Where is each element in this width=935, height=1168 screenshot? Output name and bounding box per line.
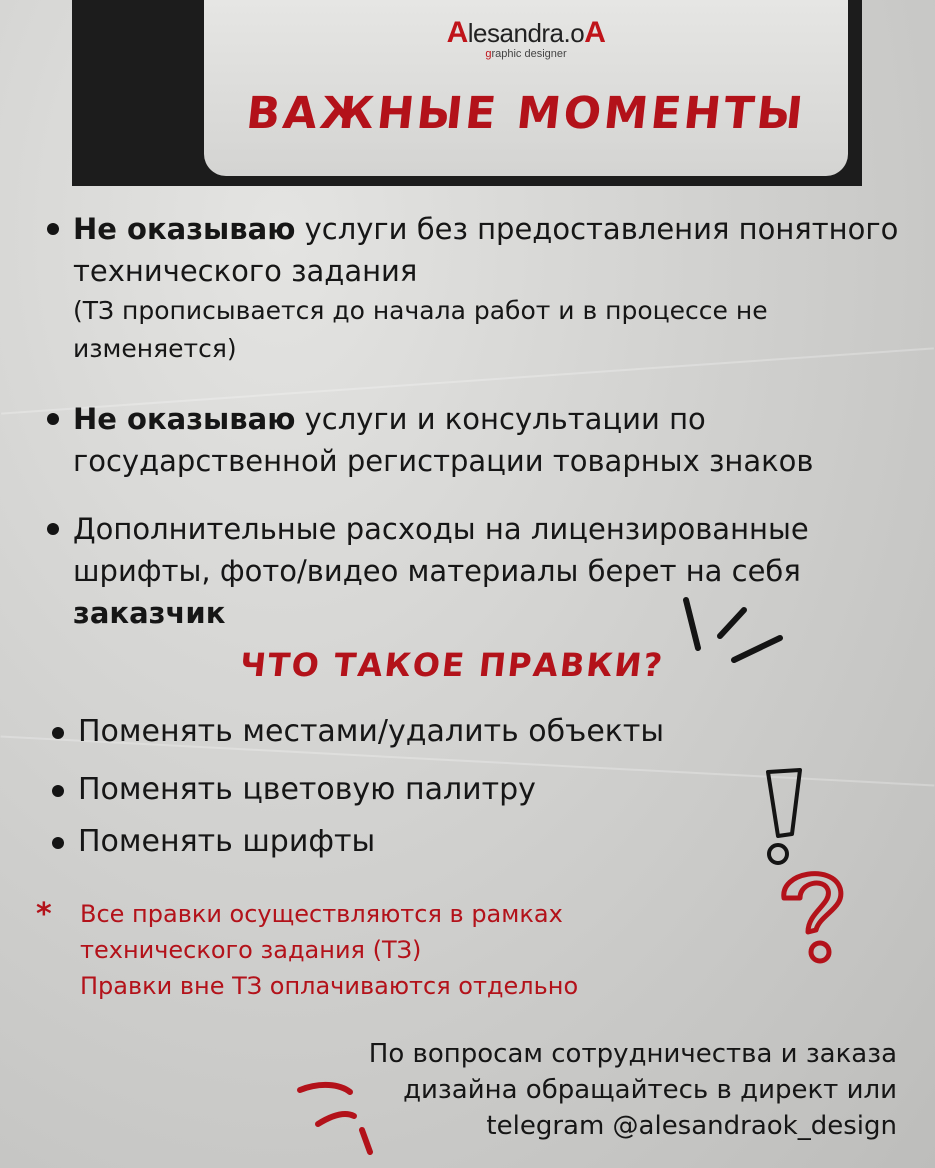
- rule-item: [73, 208, 913, 368]
- rule-bold: Не оказываю: [73, 402, 296, 436]
- footnote: [80, 896, 578, 1004]
- contact-line: дизайна обращайтесь в директ или: [403, 1075, 897, 1105]
- contact-line: telegram @alesandraok_design: [486, 1111, 897, 1141]
- edit-item: Поменять шрифты: [78, 822, 375, 862]
- header-frame: [72, 0, 862, 186]
- header-panel: [204, 0, 848, 176]
- contact-info: [369, 1036, 897, 1144]
- accent-strokes-icon: [672, 592, 792, 672]
- rule-text: Дополнительные расходы на лицензированные шрифты, фото/видео материалы берет на себя: [73, 512, 809, 588]
- logo-name: [447, 16, 606, 50]
- rule-note: (ТЗ прописывается до начала работ и в процессе не изменяется): [73, 296, 768, 363]
- logo-name-text: lesandra.o: [467, 18, 585, 48]
- page-title: ВАЖНЫЕ МОМЕНТЫ: [243, 88, 809, 139]
- logo: [204, 16, 848, 60]
- logo-subtitle-text: raphic designer: [491, 48, 567, 60]
- contact-line: По вопросам сотрудничества и заказа: [368, 1039, 897, 1069]
- rule-text: услуги и консультации по государственной регистрации товарных знаков: [73, 402, 814, 478]
- edits-title: ЧТО ТАКОЕ ПРАВКИ?: [238, 646, 666, 684]
- logo-subtitle-lead: g: [485, 48, 492, 60]
- rule-item: [73, 398, 913, 482]
- footnote-line: Все правки осуществляются в рамках: [80, 900, 563, 928]
- footnote-line: технического задания (ТЗ): [80, 936, 422, 964]
- footnote-star: *: [36, 897, 52, 932]
- edit-item: Поменять местами/удалить объекты: [78, 712, 664, 752]
- footnote-line: Правки вне ТЗ оплачиваются отдельно: [80, 972, 579, 1000]
- edit-item: Поменять цветовую палитру: [78, 770, 536, 810]
- rule-bold: Не оказываю: [73, 212, 296, 246]
- rule-text: услуги без предоставления понятного технического задания: [73, 212, 899, 288]
- question-icon: [770, 858, 860, 968]
- rule-bold: заказчик: [73, 596, 226, 630]
- logo-lead-letter: A: [446, 16, 468, 49]
- logo-trail-letter: A: [584, 16, 606, 49]
